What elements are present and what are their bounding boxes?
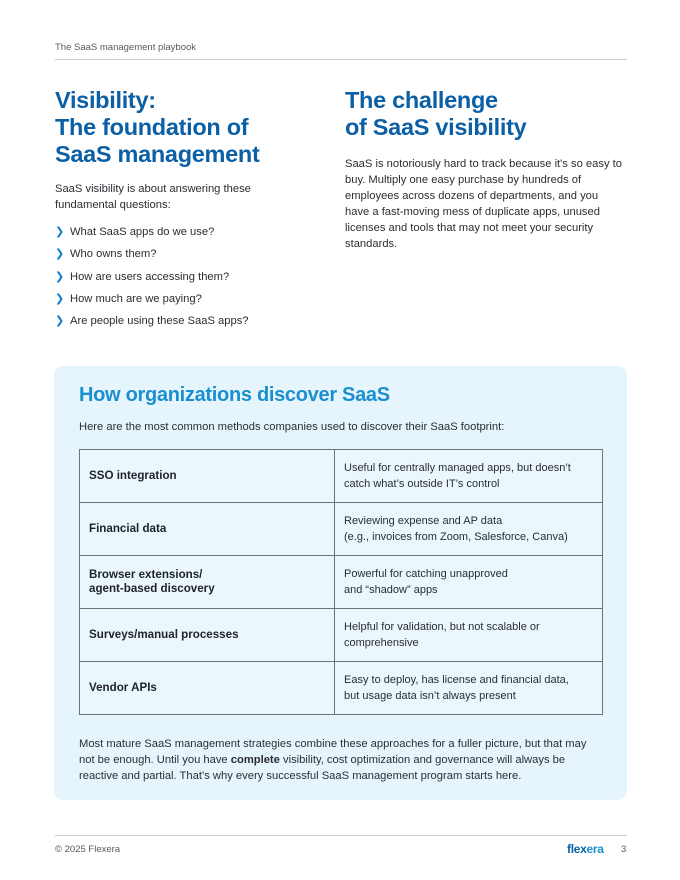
intro-text: SaaS visibility is about answering these fundamental questions:: [55, 183, 251, 211]
question-item: ❯ How are users accessing them?: [55, 270, 230, 283]
method-cell: SSO integration: [80, 450, 335, 503]
table-row: [80, 662, 603, 715]
description-cell: Powerful for catching unapproved and “shadow” apps: [335, 556, 603, 609]
description-cell: Reviewing expense and AP data (e.g., invoices from Zoom, Salesforce, Canva): [335, 503, 603, 556]
page-number: 3: [621, 844, 627, 855]
discovery-methods-table: [79, 449, 603, 715]
chevron-right-icon: ❯: [55, 226, 65, 238]
question-item: ❯ How much are we paying?: [55, 292, 202, 305]
question-item: ❯ What SaaS apps do we use?: [55, 226, 215, 238]
table-row: [80, 609, 603, 662]
method-cell: Vendor APIs: [80, 662, 335, 715]
copyright: © 2025 Flexera: [55, 844, 121, 855]
chevron-right-icon: ❯: [55, 315, 65, 328]
challenge-body: SaaS is notoriously hard to track because it's so easy to buy. Multiply one easy purchase by hundreds of employees across dozens of departments, and you have a fast-moving mess of duplicate apps, unused licenses and tools that may not meet your security standards.: [345, 158, 622, 250]
chevron-right-icon: ❯: [55, 248, 65, 261]
right-column: [345, 87, 625, 252]
heading-line: SaaS management: [55, 141, 260, 167]
table-row: [80, 450, 603, 503]
left-column: [55, 87, 310, 336]
discovery-panel: [54, 366, 627, 800]
flexera-logo: flexera: [567, 842, 604, 856]
question-item: ❯ Who owns them?: [55, 248, 157, 261]
challenge-heading: [345, 87, 625, 141]
panel-lead: Here are the most common methods companies used to discover their SaaS footprint:: [79, 421, 505, 433]
running-header: [55, 42, 627, 60]
heading-line: Visibility:: [55, 87, 156, 113]
heading-line: The foundation of: [55, 114, 249, 140]
chevron-right-icon: ❯: [55, 270, 65, 283]
emphasis: complete: [230, 753, 280, 766]
description-cell: Useful for centrally managed apps, but doesn’t catch what’s outside IT’s control: [335, 450, 603, 503]
table-row: [80, 503, 603, 556]
description-cell: Easy to deploy, has license and financial data, but usage data isn’t always present: [335, 662, 603, 715]
method-cell: Financial data: [80, 503, 335, 556]
panel-closing-text: Most mature SaaS management strategies combine these approaches for a fuller picture, but that may not be enough. Until you have complete visibility, cost optimization and governance will always be reactive and partial. That’s why every successful SaaS management program starts here.: [79, 738, 587, 782]
heading-line: The challenge: [345, 87, 498, 113]
heading-line: of SaaS visibility: [345, 114, 527, 140]
method-cell: Surveys/manual processes: [80, 609, 335, 662]
footer-divider: [55, 835, 627, 836]
visibility-heading: [55, 87, 310, 168]
running-title: The SaaS management playbook: [55, 42, 197, 53]
question-list: [55, 225, 310, 329]
chevron-right-icon: ❯: [55, 292, 65, 305]
description-cell: Helpful for validation, but not scalable or comprehensive: [335, 609, 603, 662]
method-cell: Browser extensions/ agent-based discovery: [80, 556, 335, 609]
table-row: [80, 556, 603, 609]
panel-title: How organizations discover SaaS: [79, 384, 390, 406]
question-item: ❯ Are people using these SaaS apps?: [55, 315, 249, 328]
